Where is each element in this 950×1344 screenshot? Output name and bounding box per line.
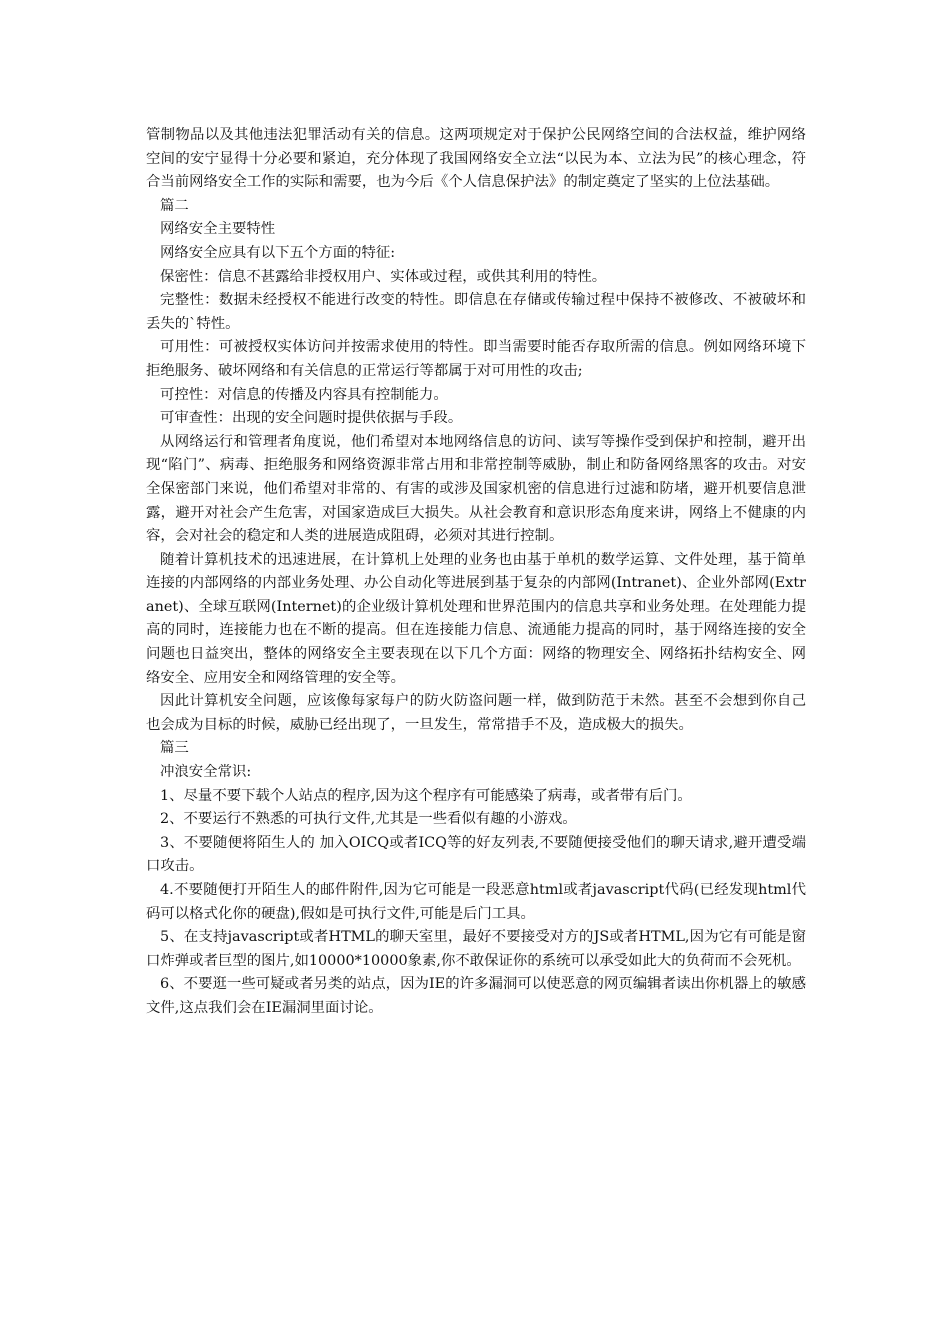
document-page	[146, 124, 806, 1021]
paragraph-continued: 管制物品以及其他违法犯罪活动有关的信息。这两项规定对于保护公民网络空间的合法权益，维护网络空间的安宁显得十分必要和紧迫，充分体现了我国网络安全立法“以民为本、立法为民”的核心理念，符合当前网络安全工作的实际和需要，也为今后《个人信息保护法》的制定奠定了坚实的上位法基础。	[146, 127, 806, 191]
paragraph: 网络安全应具有以下五个方面的特征:	[160, 244, 396, 261]
list-item: 5、在支持javascript或者HTML的聊天室里，最好不要接受对方的JS或者HTML,因为它有可能是窗口炸弹或者巨型的图片,如10000*10000象素,你不敢保证你的系统可以承受如此大的负荷而不会死机。	[146, 929, 806, 969]
paragraph: 因此计算机安全问题，应该像每家每户的防火防盗问题一样，做到防范于未然。甚至不会想到你自己也会成为目标的时候，威胁已经出现了，一旦发生，常常措手不及，造成极大的损失。	[146, 693, 806, 733]
list-item: 6、不要逛一些可疑或者另类的站点，因为IE的许多漏洞可以使恶意的网页编辑者读出你机器上的敏感文件,这点我们会在IE漏洞里面讨论。	[146, 976, 806, 1016]
section-heading-3: 篇三	[160, 740, 189, 757]
list-item: 1、尽量不要下载个人站点的程序,因为这个程序有可能感染了病毒，或者带有后门。	[160, 787, 692, 804]
paragraph: 随着计算机技术的迅速进展，在计算机上处理的业务也由基于单机的数学运算、文件处理，基于简单连接的内部网络的内部业务处理、办公自动化等进展到基于复杂的内部网(Intranet)、企业外部网(Extranet)、全球互联网(Internet)的企业级计算机处理和世界范围内的信息共享和业务处理。在处理能力提高的同时，连接能力也在不断的提高。但在连接能力信息、流通能力提高的同时，基于网络连接的安全问题也日益突出，整体的网络安全主要表现在以下几个方面：网络的物理安全、网络拓扑结构安全、网络安全、应用安全和网络管理的安全等。	[146, 551, 806, 686]
list-item: 4.不要随便打开陌生人的邮件附件,因为它可能是一段恶意html或者javascript代码(已经发现html代码可以格式化你的硬盘),假如是可执行文件,可能是后门工具。	[146, 882, 806, 922]
paragraph-availability: 可用性：可被授权实体访问并按需求使用的特性。即当需要时能否存取所需的信息。例如网络环境下拒绝服务、破坏网络和有关信息的正常运行等都属于对可用性的攻击;	[146, 339, 806, 379]
paragraph-integrity: 完整性：数据未经授权不能进行改变的特性。即信息在存储或传输过程中保持不被修改、不被破坏和丢失的`特性。	[146, 292, 806, 332]
section-heading-2: 篇二	[160, 197, 189, 214]
list-item: 2、不要运行不熟悉的可执行文件,尤其是一些看似有趣的小游戏。	[160, 811, 577, 828]
paragraph: 从网络运行和管理者角度说，他们希望对本地网络信息的访问、读写等操作受到保护和控制，避开出现“陷门”、病毒、拒绝服务和网络资源非常占用和非常控制等威胁，制止和防备网络黑客的攻击。对安全保密部门来说，他们希望对非常的、有害的或涉及国家机密的信息进行过滤和防堵，避开机要信息泄露，避开对社会产生危害，对国家造成巨大损失。从社会教育和意识形态角度来讲，网络上不健康的内容，会对社会的稳定和人类的进展造成阻碍，必须对其进行控制。	[146, 433, 806, 545]
paragraph: 冲浪安全常识:	[160, 764, 252, 781]
paragraph-controllability: 可控性：对信息的传播及内容具有控制能力。	[160, 386, 448, 403]
section-title-network-security: 网络安全主要特性	[160, 221, 276, 238]
paragraph-confidentiality: 保密性：信息不甚露给非授权用户、实体或过程，或供其利用的特性。	[160, 268, 607, 285]
list-item: 3、不要随便将陌生人的 加入OICQ或者ICQ等的好友列表,不要随便接受他们的聊天请求,避开遭受端口攻击。	[146, 834, 806, 875]
paragraph-auditability: 可审查性：出现的安全问题时提供依据与手段。	[160, 410, 463, 427]
